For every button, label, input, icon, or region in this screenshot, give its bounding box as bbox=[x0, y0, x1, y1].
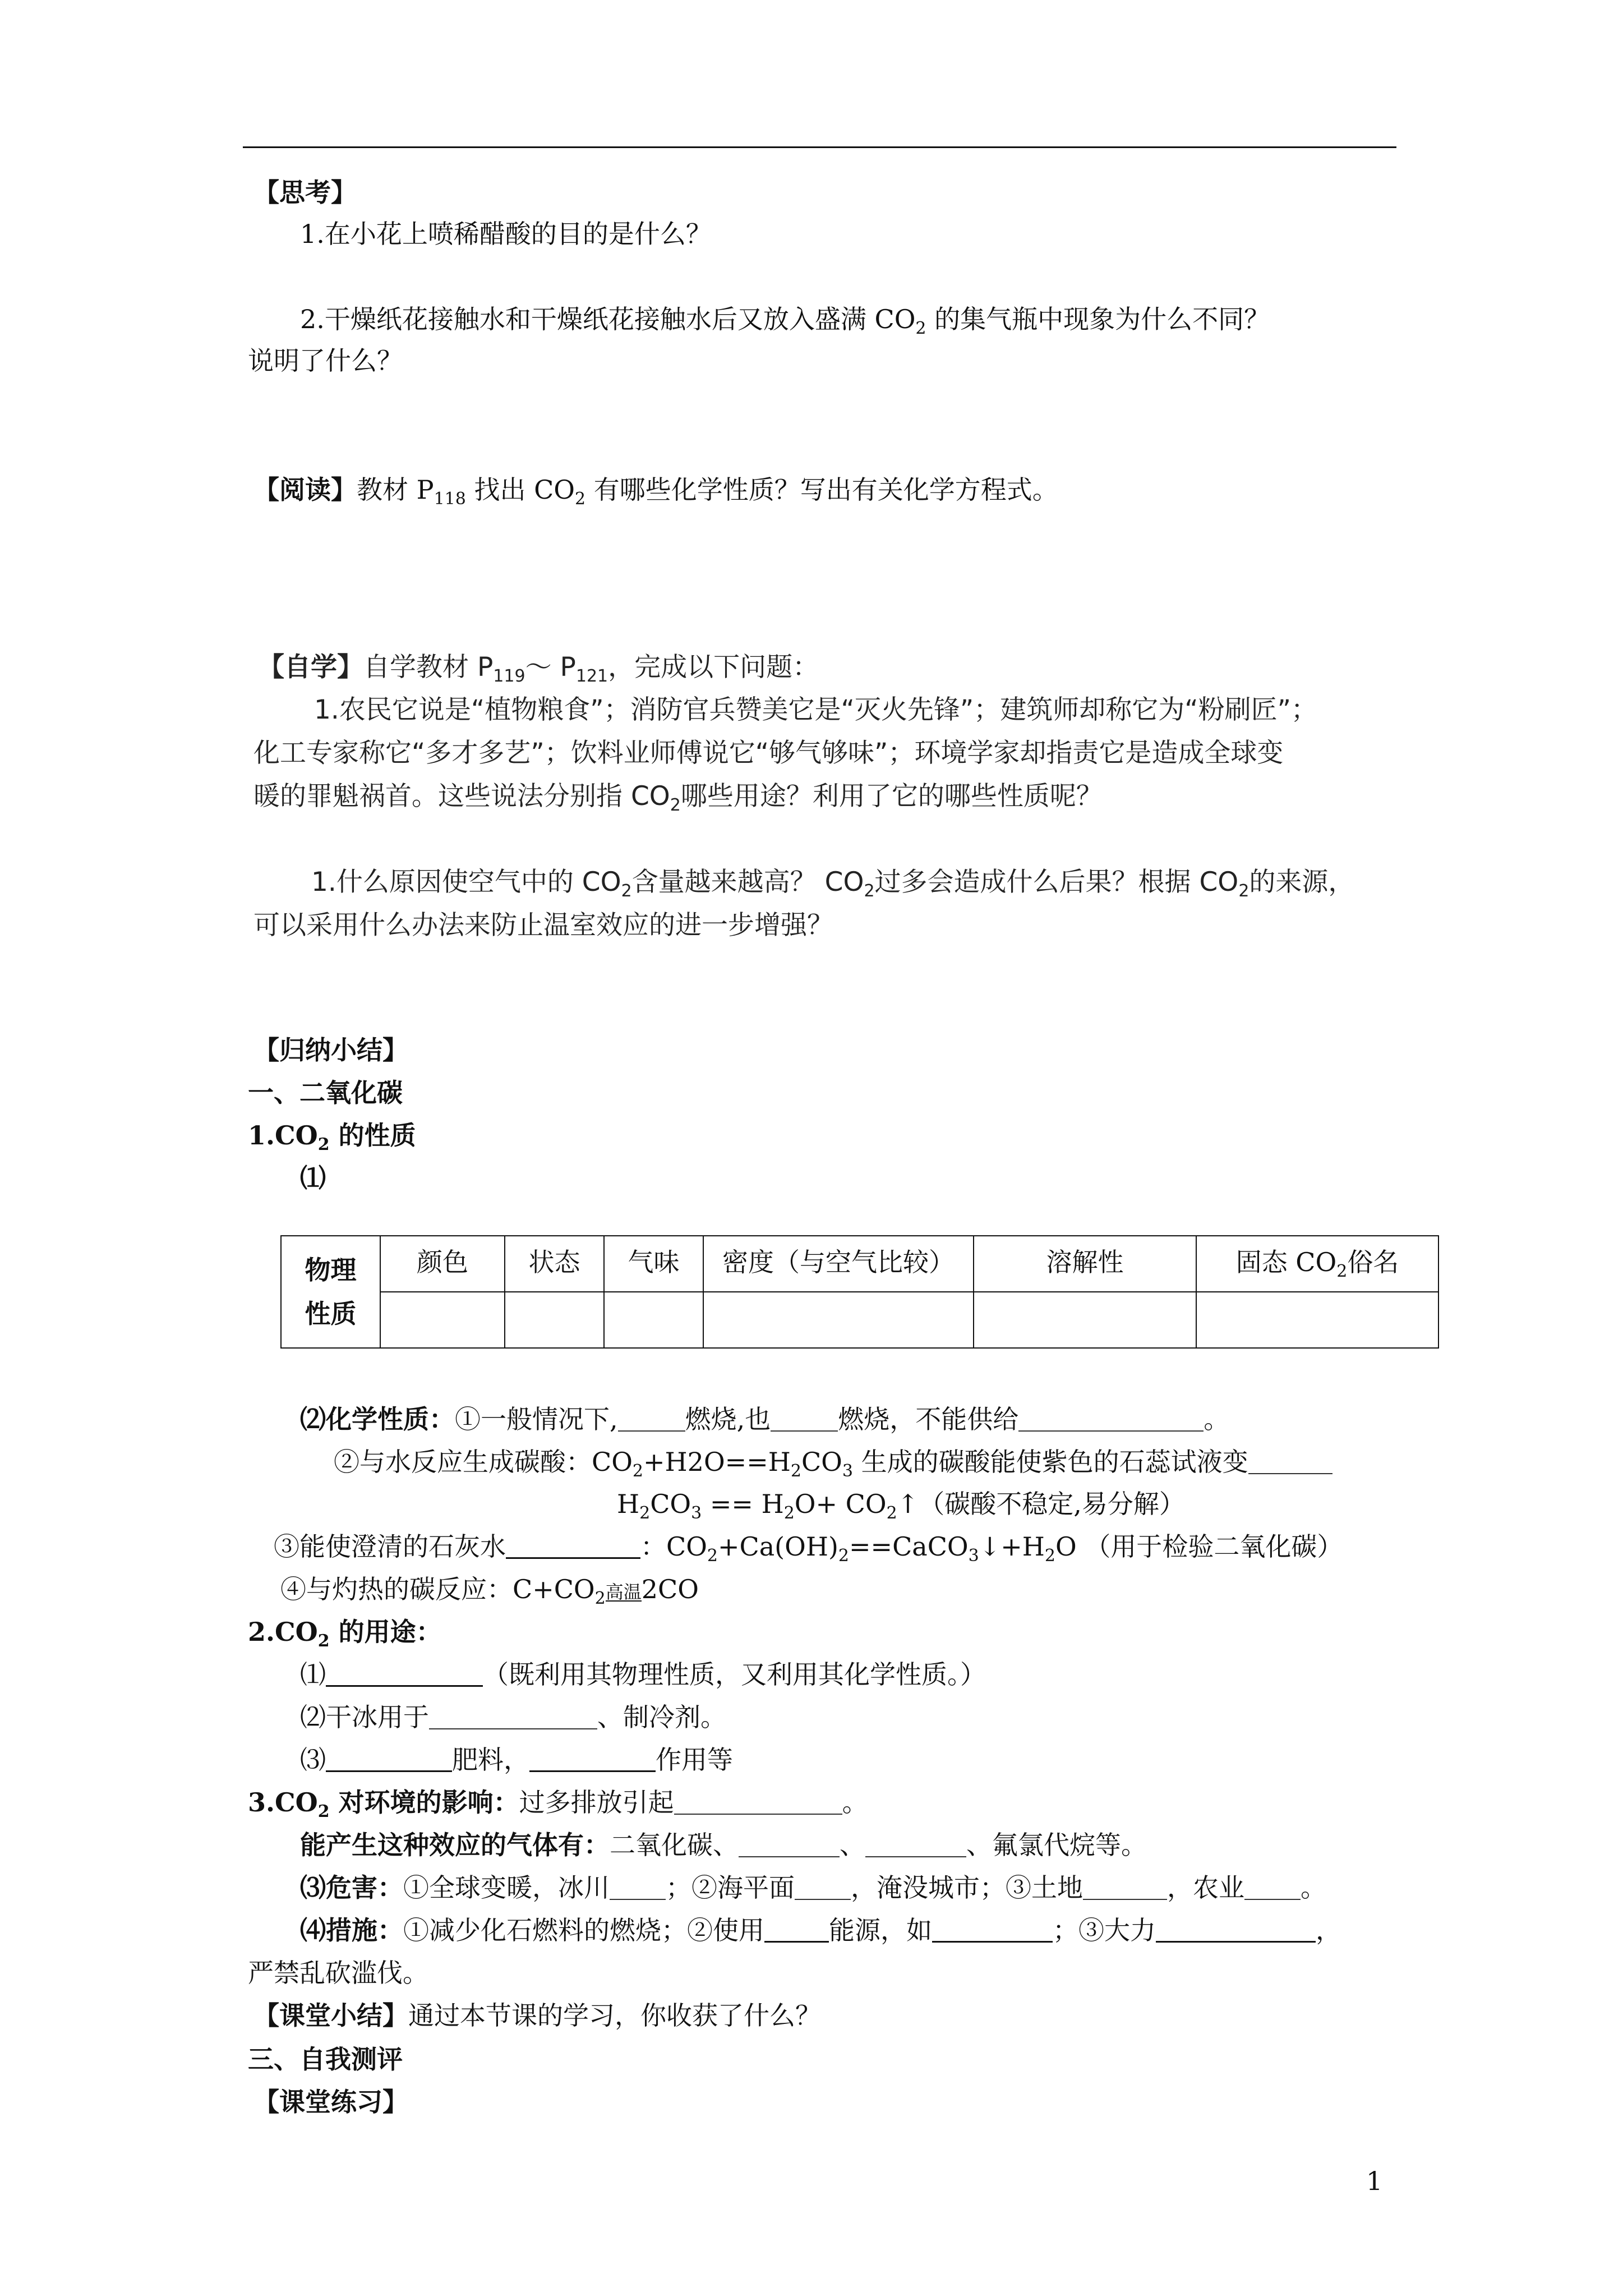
header-solubility: 溶解性 bbox=[974, 1236, 1196, 1292]
class-summary-line: 【课堂小结】通过本节课的学习，你收获了什么？ bbox=[253, 2000, 821, 2031]
cell-color[interactable] bbox=[380, 1292, 505, 1348]
chem-line-2-decompose: $H_2CO_3 == H_2O+$ $CO_2↑$（碳酸不稳定,易分解） bbox=[617, 1489, 1185, 1523]
measure-line-cont: 严禁乱砍滥伐。 bbox=[248, 1958, 428, 1988]
row-label: 物理 性质 bbox=[281, 1236, 380, 1348]
self-study-q2-line2: 可以采用什么办法来防止温室效应的进一步增强？ bbox=[253, 910, 833, 941]
page-number: 1 bbox=[1366, 2166, 1383, 2196]
self-study-q2-line1: 1.什么原因使空气中的 $CO_2$含量越来越高？ $CO_2$过多会造成什么后果？根据 $CO_2$的来源， bbox=[311, 867, 1355, 901]
env-impact-line: $3.CO_2$ 对环境的影响：过多排放引起 。 bbox=[248, 1787, 868, 1821]
chem-line-3: ③能使澄清的石灰水 ：$CO_2+Ca(OH)_2==CaCO_3↓+H_2O$ （用于检验二氧化碳） bbox=[274, 1531, 1343, 1566]
greenhouse-gases-line: 能产生这种效应的气体有：二氧化碳、 、 、氟氯代烷等。 bbox=[300, 1830, 1147, 1860]
chem-line-2: ②与水反应生成碳酸：$CO_2+H2O==H_2CO_3$ 生成的碳酸能使紫色的石蕊试液变 bbox=[334, 1445, 1332, 1488]
read-line: 【阅读】教材 $P_{118}$ 找出 $CO_2$ 有哪些化学性质？写出有关化学方程式。 bbox=[253, 475, 1058, 509]
chem-line-4: ④与灼热的碳反应：$C+CO_2$高温2CO bbox=[280, 1574, 699, 1608]
header-odor: 气味 bbox=[604, 1236, 703, 1292]
header-rule bbox=[243, 146, 1396, 148]
use-line-1: ⑴ （既利用其物理性质，又利用其化学性质。） bbox=[300, 1659, 986, 1690]
header-dry-ice-name: 固态 $CO_2$俗名 bbox=[1196, 1236, 1438, 1292]
use-line-3: ⑶ 肥料， 作用等 bbox=[300, 1745, 733, 1775]
think-question-1: 1.在小花上喷稀醋酸的目的是什么？ bbox=[300, 219, 712, 249]
co2-properties-title: $1.CO_2$ 的性质 bbox=[248, 1120, 416, 1154]
chem-line-1: ⑵化学性质：①一般情况下, 燃烧,也 燃烧，不能供给 。 bbox=[300, 1404, 1230, 1434]
cell-dry-ice-name[interactable] bbox=[1196, 1292, 1438, 1348]
read-heading: 【阅读】 bbox=[253, 475, 357, 505]
header-state: 状态 bbox=[505, 1236, 604, 1292]
think-heading: 【思考】 bbox=[253, 177, 357, 208]
harm-line: ⑶危害：①全球变暖，冰川 ；②海平面 ，淹没城市；③土地 ，农业 。 bbox=[300, 1872, 1326, 1903]
co2-uses-title: $2.CO_2$ 的用途： bbox=[248, 1617, 442, 1651]
practice-heading: 【课堂练习】 bbox=[253, 2087, 408, 2117]
cell-state[interactable] bbox=[505, 1292, 604, 1348]
cell-density[interactable] bbox=[703, 1292, 974, 1348]
section-3-title: 三、自我测评 bbox=[248, 2044, 403, 2074]
self-study-q1-line3: 暖的罪魁祸首。这些说法分别指 $CO_2$哪些用途？利用了它的哪些性质呢？ bbox=[253, 781, 1103, 815]
header-density: 密度（与空气比较） bbox=[703, 1236, 974, 1292]
class-summary-heading: 【课堂小结】 bbox=[253, 2000, 408, 2031]
self-study-q1-line2: 化工专家称它“多才多艺”；饮料业师傅说它“够气够味”；环境学家却指责它是造成全球变 bbox=[253, 738, 1284, 769]
think-question-2-cont: 说明了什么？ bbox=[248, 346, 403, 376]
self-study-q1-line1: 1.农民它说是“植物粮食”；消防官兵赞美它是“灭火先锋”；建筑师却称它为“粉刷匠”； bbox=[314, 694, 1317, 725]
cell-solubility[interactable] bbox=[974, 1292, 1196, 1348]
cell-odor[interactable] bbox=[604, 1292, 703, 1348]
think-question-2: 2.干燥纸花接触水和干燥纸花接触水后又放入盛满 $CO_2$ 的集气瓶中现象为什么不同？ bbox=[300, 304, 1270, 338]
chem-label: ⑵化学性质： bbox=[300, 1404, 455, 1434]
section-1-title: 一、二氧化碳 bbox=[248, 1078, 403, 1108]
use-line-2: ⑵干冰用于 、制冷剂。 bbox=[300, 1702, 726, 1732]
physical-properties-table bbox=[280, 1235, 1439, 1349]
item-1-marker: ⑴ bbox=[300, 1163, 326, 1193]
measure-line: ⑷措施：①减少化石燃料的燃烧；②使用 能源，如 ；③大力 ， bbox=[300, 1915, 1341, 1945]
self-study-intro: 【自学】自学教材 $P_{119}\sim$ $P_{121}$，完成以下问题： bbox=[258, 652, 819, 686]
header-color: 颜色 bbox=[380, 1236, 505, 1292]
self-study-heading: 【自学】 bbox=[258, 652, 363, 683]
summary-heading: 【归纳小结】 bbox=[253, 1035, 408, 1065]
